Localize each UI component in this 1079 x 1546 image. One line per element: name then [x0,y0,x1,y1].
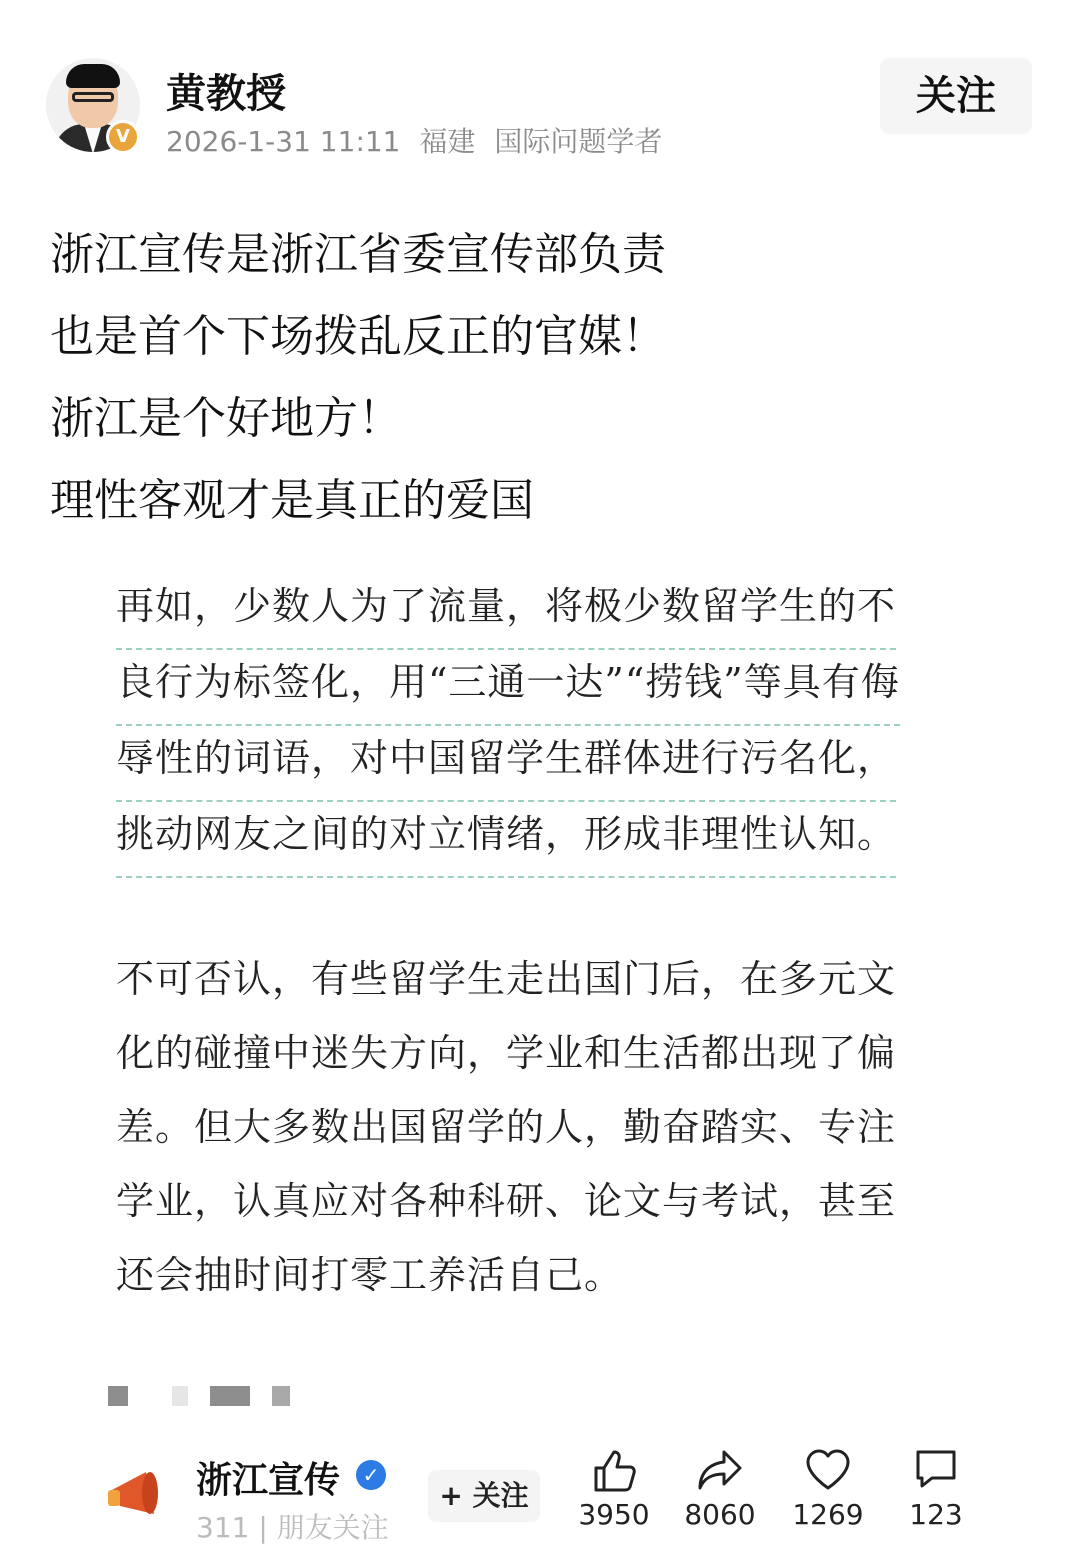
post-date: 2026-1-31 11:11 [166,125,401,158]
post-header [0,0,1079,180]
author-name[interactable]: 黄教授 [166,71,286,117]
redacted-block [172,1386,188,1406]
post-meta [166,120,672,160]
post-line: 也是首个下场拨乱反正的官媒！ [50,311,666,362]
post-text [50,214,1030,542]
source-follow-button[interactable]: + 关注 [428,1470,540,1522]
comment-button[interactable] [896,1446,976,1531]
redacted-block [210,1386,250,1406]
share-button[interactable] [680,1446,760,1531]
post-line: 理性客观才是真正的爱国 [50,475,534,526]
comment-count: 123 [909,1498,963,1531]
quote-line: 良行为标签化，用“三通一达”“捞钱”等具有侮 [116,650,900,726]
post-line: 浙江宣传是浙江省委宣传部负责 [50,229,666,280]
favorite-button[interactable] [788,1446,868,1531]
quote-line: 再如，少数人为了流量，将极少数留学生的不 [116,574,896,650]
paragraph-line: 差。但大多数出国留学的人，勤奋踏实、专注 [116,1105,897,1149]
follow-button[interactable]: 关注 [880,58,1032,134]
source-footer [0,1430,1079,1544]
like-count: 3950 [578,1498,650,1531]
megaphone-icon [106,1464,166,1524]
comment-bubble-icon [912,1446,960,1494]
paragraph-line: 不可否认，有些留学生走出国门后，在多元文 [116,957,897,1001]
post-line: 浙江是个好地方！ [50,393,402,444]
favorite-count: 1269 [792,1498,864,1531]
quoted-article-excerpt [116,574,976,878]
paragraph-line: 还会抽时间打零工养活自己。 [116,1253,624,1297]
thumbs-up-icon [590,1446,638,1494]
paragraph-line: 化的碰撞中迷失方向，学业和生活都出现了偏 [116,1031,897,1075]
paragraph-line: 学业，认真应对各种科研、论文与考试，甚至 [116,1179,897,1223]
redacted-block [108,1386,128,1406]
heart-icon [804,1446,852,1494]
source-subtext: 311 | 朋友关注 [196,1511,389,1544]
avatar-glasses [72,92,114,102]
quote-line: 挑动网友之间的对立情绪，形成非理性认知。 [116,802,896,878]
verified-v-badge: V [106,120,140,154]
article-paragraph [116,944,976,1314]
avatar-hair [66,64,120,88]
like-button[interactable] [574,1446,654,1531]
share-arrow-icon [696,1446,744,1494]
author-title: 国际问题学者 [494,125,663,158]
quote-line: 辱性的词语，对中国留学生群体进行污名化， [116,726,896,802]
redacted-block [272,1386,290,1406]
post-location: 福建 [419,125,476,158]
verified-check-icon: ✓ [356,1460,386,1490]
source-name[interactable]: 浙江宣传 [196,1460,341,1501]
share-count: 8060 [684,1498,756,1531]
